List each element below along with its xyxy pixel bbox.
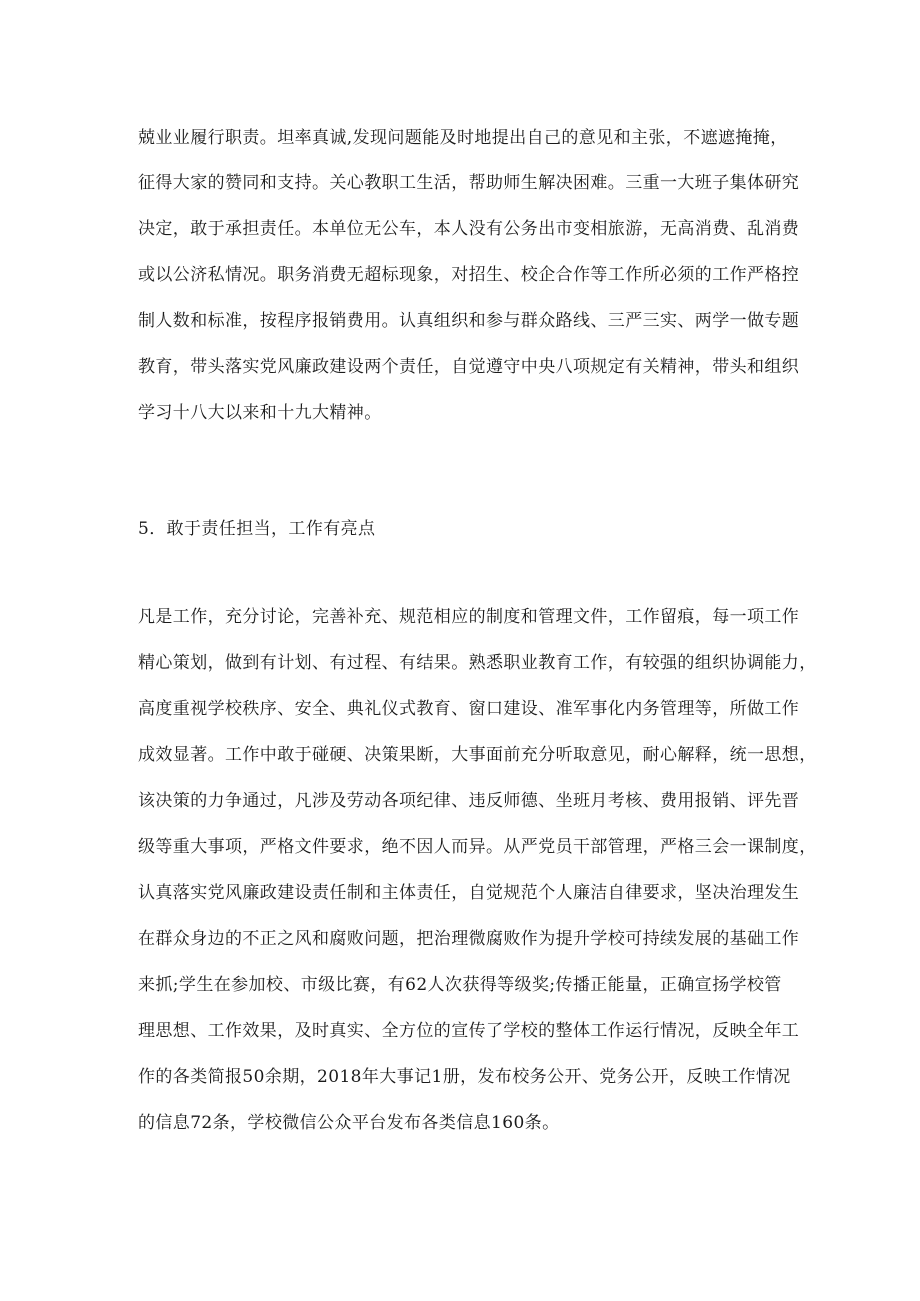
paragraph-line: 来抓;学生在参加校、市级比赛，有62人次获得等级奖;传播正能量，正确宣扬学校管 (138, 975, 782, 995)
paragraph-line: 教育，带头落实党风廉政建设两个责任，自觉遵守中央八项规定有关精神，带头和组织 (138, 357, 800, 377)
paragraph-line: 认真落实党风廉政建设责任制和主体责任，自觉规范个人廉洁自律要求，坚决治理发生 (138, 883, 800, 903)
paragraph-line: 制人数和标准，按程序报销费用。认真组织和参与群众路线、三严三实、两学一做专题 (138, 311, 800, 331)
paragraph-line: 的信息72条，学校微信公众平台发布各类信息160条。 (138, 1113, 560, 1133)
paragraph-line: 或以公济私情况。职务消费无超标现象，对招生、校企合作等工作所必须的工作严格控 (138, 265, 800, 285)
paragraph-line: 理思想、工作效果，及时真实、全方位的宣传了学校的整体工作运行情况，反映全年工 (138, 1021, 800, 1041)
paragraph-line: 精心策划，做到有计划、有过程、有结果。熟悉职业教育工作，有较强的组织协调能力， (138, 653, 817, 673)
paragraph-line: 兢业业履行职责。坦率真诚,发现问题能及时地提出自己的意见和主张，不遮遮掩掩， (138, 128, 788, 148)
paragraph-line: 决定，敢于承担责任。本单位无公车，本人没有公务出市变相旅游，无高消费、乱消费 (138, 219, 800, 239)
paragraph-line: 成效显著。工作中敢于碰硬、决策果断，大事面前充分听取意见，耐心解释，统一思想， (138, 745, 817, 765)
paragraph-line: 凡是工作，充分讨论，完善补充、规范相应的制度和管理文件，工作留痕，每一项工作 (138, 607, 800, 627)
paragraph-line: 在群众身边的不正之风和腐败问题，把治理微腐败作为提升学校可持续发展的基础工作 (138, 929, 800, 949)
paragraph-line: 征得大家的赞同和支持。关心教职工生活，帮助师生解决困难。三重一大班子集体研究 (138, 173, 800, 193)
paragraph-line: 该决策的力争通过，凡涉及劳动各项纪律、违反师德、坐班月考核、费用报销、评先晋 (138, 791, 800, 811)
section-heading: 5．敢于责任担当，工作有亮点 (138, 519, 376, 539)
paragraph-line: 学习十八大以来和十九大精神。 (138, 403, 382, 423)
paragraph-line: 作的各类简报50余期，2018年大事记1册，发布校务公开、党务公开，反映工作情况 (138, 1067, 791, 1087)
paragraph-line: 高度重视学校秩序、安全、典礼仪式教育、窗口建设、准军事化内务管理等，所做工作 (138, 699, 800, 719)
paragraph-line: 级等重大事项，严格文件要求，绝不因人而异。从严党员干部管理，严格三会一课制度， (138, 837, 817, 857)
